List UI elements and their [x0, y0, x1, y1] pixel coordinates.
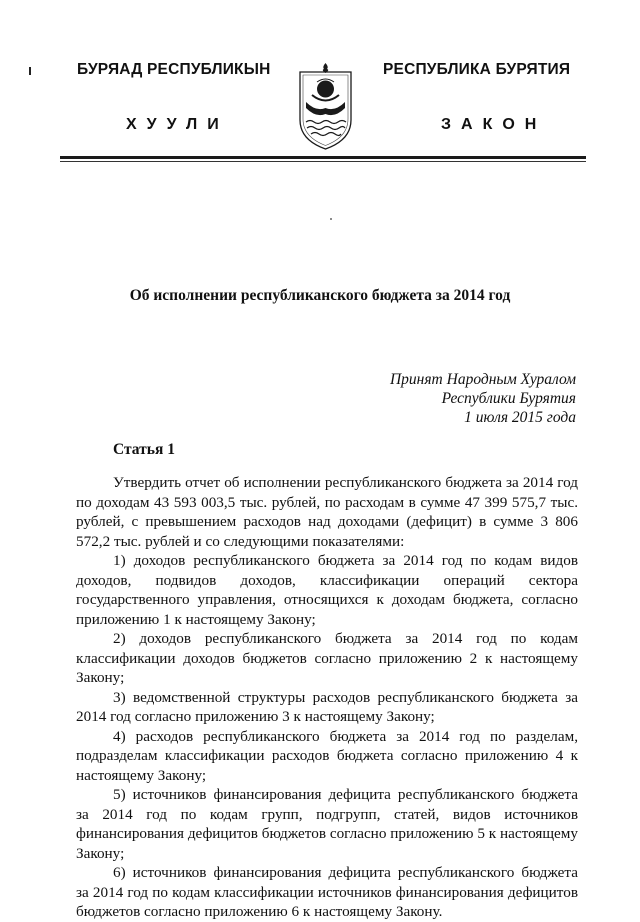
coat-of-arms-emblem [296, 62, 355, 152]
article-item-4: 4) расходов республиканского бюджета за 2014 год по разделам, подразделам классификации расходов бюджета согласно приложению 4 к настоящему Закону; [76, 727, 578, 784]
adoption-line-2: Республики Бурятия [441, 390, 576, 407]
document-title: Об исполнении республиканского бюджета за 2014 год [129, 287, 511, 304]
article-item-6: 6) источников финансирования дефицита республиканского бюджета за 2014 год по кодам классификации источников финансирования дефицитов бюджетов согласно приложению 6 к настоящему Закону. [76, 864, 578, 920]
header-buryat-law: ХУУЛИ [126, 116, 229, 133]
header-russian-law: ЗАКОН [441, 116, 547, 133]
scan-mark [29, 67, 31, 75]
scan-speck [330, 218, 332, 220]
article-heading: Статья 1 [113, 441, 175, 458]
adoption-line-1: Принят Народным Хуралом [389, 371, 576, 388]
adoption-note [390, 370, 576, 427]
header-buryat-republic: БУРЯАД РЕСПУБЛИКЫН [77, 61, 271, 78]
article-item-5: 5) источников финансирования дефицита республиканского бюджета за 2014 год по кодам групп, подгрупп, статей, видов источников финансирования дефицитов бюджетов согласно приложению 5 к настоящему Закону; [76, 786, 578, 862]
article-item-2: 2) доходов республиканского бюджета за 2014 год по кодам классификации доходов бюджетов согласно приложению 2 к настоящему Закону; [76, 630, 578, 686]
header-russian-republic: РЕСПУБЛИКА БУРЯТИЯ [383, 61, 571, 78]
article-paragraph-intro: Утвердить отчет об исполнении республиканского бюджета за 2014 год по доходам 43 593 003,5 тыс. рублей, по расходам в сумме 47 399 575,7 тыс. рублей, с превышением расходов над доходами (дефицит) в сумме 3 806 572,2 тыс. рублей и со следующими показателями: [76, 474, 578, 550]
adoption-date: 1 июля 2015 года [464, 409, 576, 426]
article-item-3: 3) ведомственной структуры расходов республиканского бюджета за 2014 год согласно приложению 3 к настоящему Закону; [76, 688, 578, 725]
header-divider-thin [60, 161, 586, 162]
article-body [76, 473, 578, 922]
header-divider-thick [60, 156, 586, 159]
article-item-1: 1) доходов республиканского бюджета за 2014 год по кодам видов доходов, подвидов доходов, классификации операций сектора государственного управления, относящихся к доходам бюджета, согласно приложению 1 к настоящему Закону; [76, 552, 578, 628]
